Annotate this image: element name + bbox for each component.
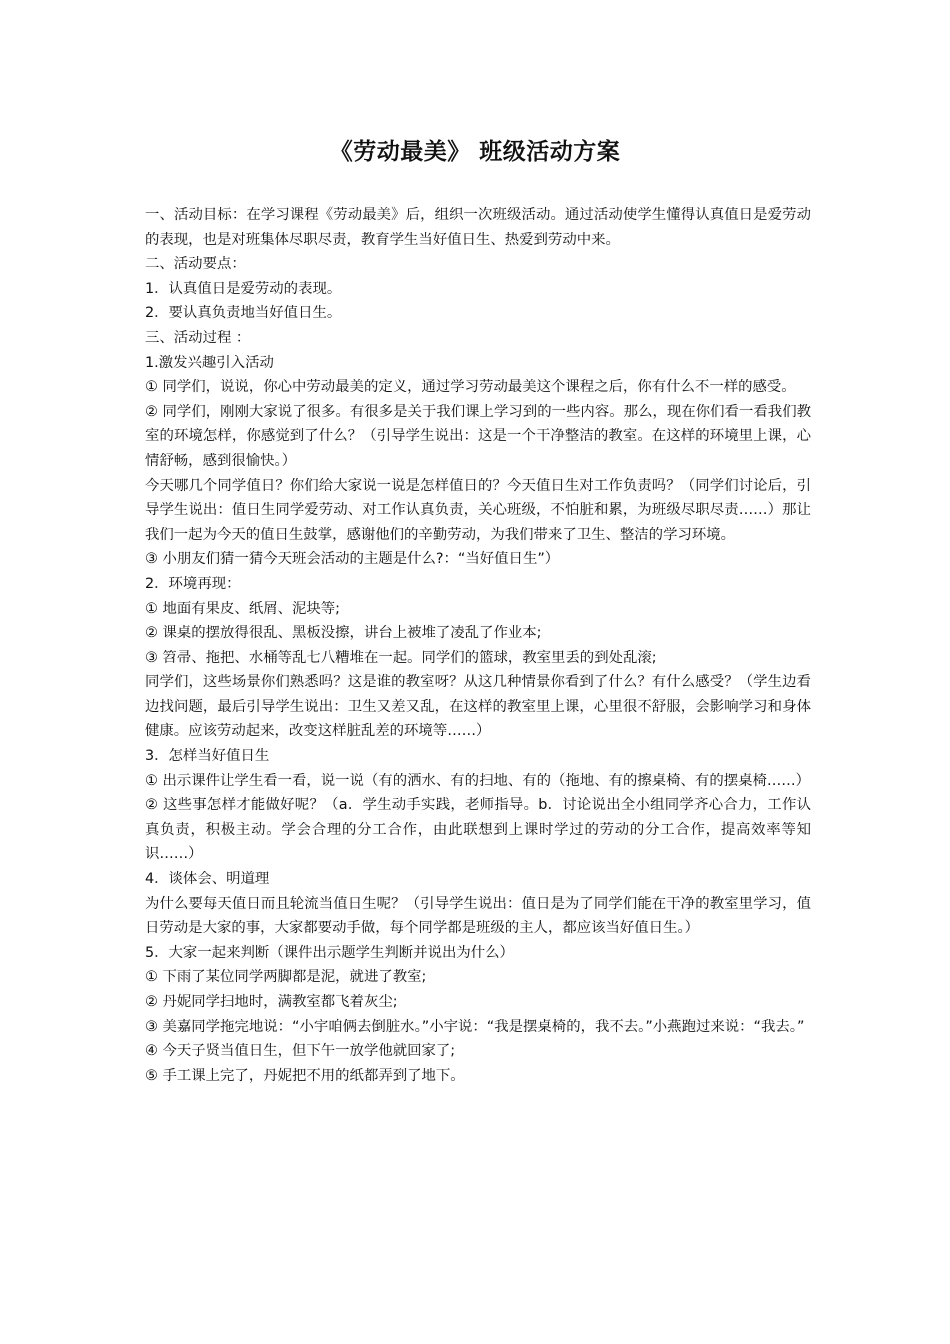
paragraph-section-1-heading: 1.激发兴趣引入活动 <box>145 354 274 371</box>
paragraph-section-2-item-3: ③ 笤帚、拖把、水桶等乱七八糟堆在一起。同学们的篮球，教室里丢的到处乱滚; <box>145 649 657 666</box>
document-body <box>145 203 811 1088</box>
paragraph-section-2-item-2: ② 课桌的摆放得很乱、黑板没擦，讲台上被堆了凌乱了作业本; <box>145 625 542 642</box>
paragraph-section-4-body: 为什么要每天值日而且轮流当值日生呢？（引导学生说出：值日是为了同学们能在干净的教室里学习，值日劳动是大家的事，大家都要动手做，每个同学都是班级的主人，都应该当好值日生。） <box>145 895 811 937</box>
paragraph-section-1-duty: 今天哪几个同学值日？你们给大家说一说是怎样值日的？今天值日生对工作负责吗？（同学们讨论后，引导学生说出：值日生同学爱劳动、对工作认真负责，关心班级，不怕脏和累，为班级尽职尽责……）那让我们一起为今天的值日生鼓掌，感谢他们的辛勤劳动，为我们带来了卫生、整洁的学习环境。 <box>145 477 811 543</box>
paragraph-section-5-item-5: ⑤ 手工课上完了，丹妮把不用的纸都弄到了地下。 <box>145 1067 465 1084</box>
paragraph-activity-goal: 一、活动目标：在学习课程《劳动最美》后，组织一次班级活动。通过活动使学生懂得认真值日是爱劳动的表现，也是对班集体尽职尽责，教育学生当好值日生、热爱到劳动中来。 <box>145 207 811 248</box>
paragraph-process-heading: 三、活动过程 ： <box>145 329 251 346</box>
paragraph-key-point-2: 2．要认真负责地当好值日生。 <box>145 305 342 322</box>
paragraph-section-5-heading: 5．大家一起来判断（课件出示题学生判断并说出为什么） <box>145 944 514 961</box>
paragraph-section-3-item-1: ① 出示课件让学生看一看，说一说（有的洒水、有的扫地、有的（拖地、有的擦桌椅、有的摆桌椅……） <box>145 772 811 789</box>
document-title: 《劳动最美》 班级活动方案 <box>329 139 621 165</box>
paragraph-section-2-heading: 2．环境再现： <box>145 575 241 592</box>
paragraph-section-3-heading: 3．怎样当好值日生 <box>145 748 270 765</box>
paragraph-section-2-discussion: 同学们，这些场景你们熟悉吗？这是谁的教室呀？从这几种情景你看到了什么？有什么感受？（学生边看边找问题，最后引导学生说出：卫生又差又乱，在这样的教室里上课，心里很不舒服，会影响学习和身体健康。应该劳动起来，改变这样脏乱差的环境等……） <box>145 674 811 740</box>
paragraph-section-1-item-3: ③ 小朋友们猜一猜今天班会活动的主题是什么?：“当好值日生”） <box>145 551 560 568</box>
paragraph-section-5-item-4: ④ 今天子贤当值日生，但下午一放学他就回家了; <box>145 1043 456 1060</box>
paragraph-section-1-item-1: ① 同学们，说说，你心中劳动最美的定义，通过学习劳动最美这个课程之后，你有什么不一样的感受。 <box>145 379 796 396</box>
paragraph-section-1-item-2: ② 同学们，刚刚大家说了很多。有很多是关于我们课上学习到的一些内容。那么，现在你们看一看我们教室的环境怎样，你感觉到了什么？（引导学生说出：这是一个干净整洁的教室。在这样的环境里上课，心情舒畅，感到很愉快。） <box>145 403 811 469</box>
paragraph-key-point-1: 1．认真值日是爱劳动的表现。 <box>145 280 342 297</box>
paragraph-section-3-item-2: ② 这些事怎样才能做好呢？（a．学生动手实践，老师指导。b．讨论说出全小组同学齐心合力，工作认真负责，积极主动。学会合理的分工合作，由此联想到上课时学过的劳动的分工合作，提高效率等知识……） <box>145 797 811 863</box>
paragraph-section-2-item-1: ① 地面有果皮、纸屑、泥块等; <box>145 600 341 617</box>
paragraph-section-5-item-2: ② 丹妮同学扫地时，满教室都飞着灰尘; <box>145 994 398 1010</box>
paragraph-key-points-heading: 二、活动要点： <box>145 256 246 273</box>
paragraph-section-5-item-1: ① 下雨了某位同学两脚都是泥，就进了教室; <box>145 969 427 986</box>
paragraph-section-5-item-3: ③ 美嘉同学拖完地说：“小宇咱俩去倒脏水。”小宇说：“我是摆桌椅的，我不去。”小燕跑过来说：“我去。” <box>145 1018 805 1035</box>
paragraph-section-4-heading: 4．谈体会、明道理 <box>145 871 270 888</box>
